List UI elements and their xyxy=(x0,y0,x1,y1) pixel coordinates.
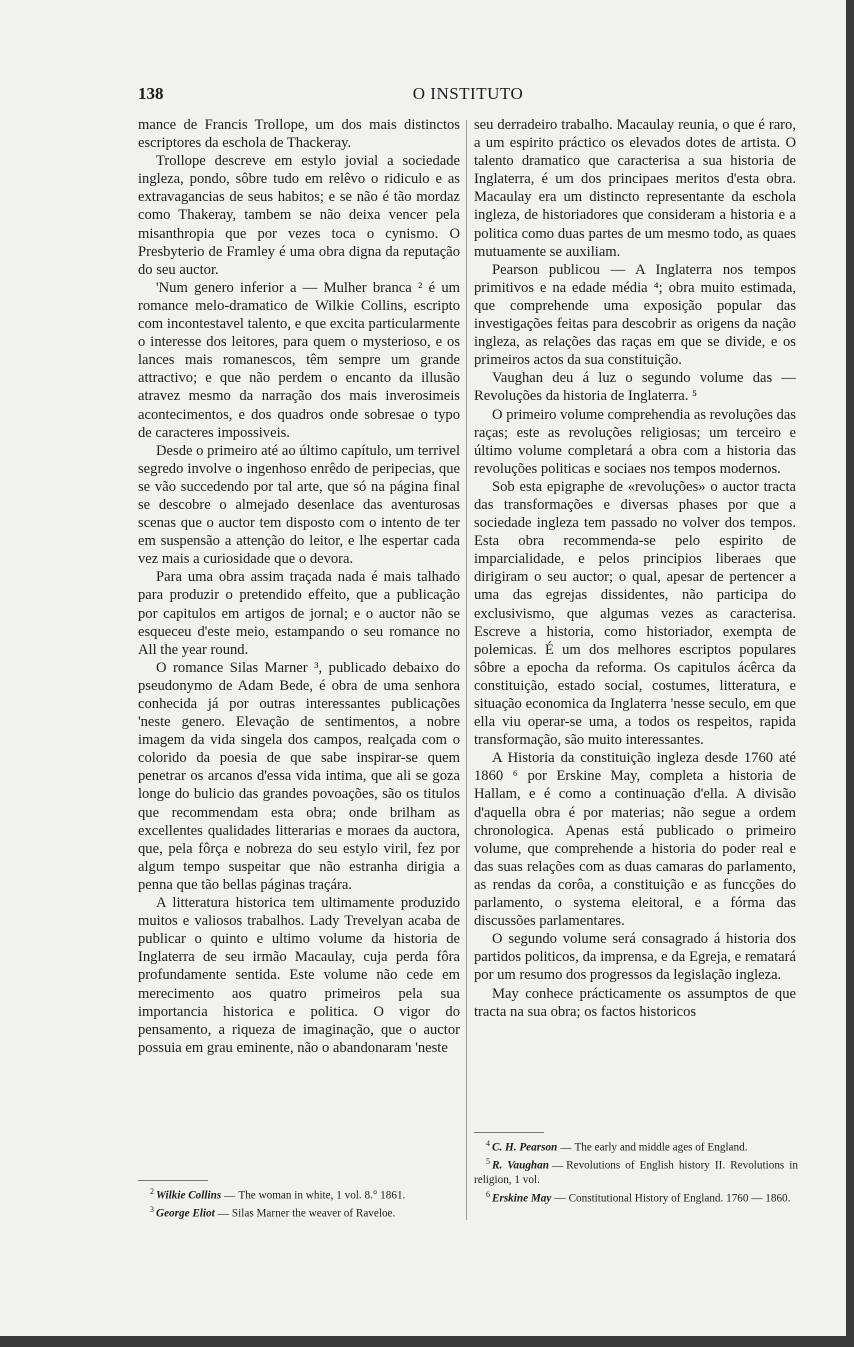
paragraph: 'Num genero inferior a — Mulher branca ² é um romance melo-dramatico de Wilkie Collins, escripto com incontestavel talento, e que excita particularmente o interesse dos leitores, para quem o mysterioso, e os lances mais romanescos, têm sempre um grande attractivo; e que não perdem o encanto da illusão atravez mesmo da narração dos mais inverosimeis acontecimentos, e dos quadros onde sobresae o typo de caracteres impossiveis. xyxy=(138,279,460,441)
footnote-mark: 3 xyxy=(150,1205,154,1215)
running-title: O INSTITUTO xyxy=(412,84,524,103)
footnotes-left xyxy=(138,1180,462,1221)
footnote: $^6$ Erskine May — Constitutional History of England. 1760 — 1860. xyxy=(486,1189,791,1205)
footnote-mark: 5 xyxy=(486,1157,490,1167)
paragraph: Para uma obra assim traçada nada é mais talhado para produzir o pretendido effeito, que a publicação por capitulos em artigos de jornal; e o auctor não se esqueceu d'este meio, estampando o seu romance no All the year round. xyxy=(138,569,460,658)
right-column xyxy=(474,116,796,1021)
paragraph: O segundo volume será consagrado á historia dos partidos politicos, da imprensa, e da Egreja, e rematará por um resumo dos progressos da legislação ingleza. xyxy=(474,931,796,984)
scan-edge-right xyxy=(846,0,854,1347)
footnote-author: George Eliot xyxy=(156,1207,215,1220)
paragraph: seu derradeiro trabalho. Macaulay reunia, o que é raro, a um espirito práctico os elevados dotes de artista. O talento dramatico que caracterisa a sua historia de Inglaterra, é um dos principaes meritos d'esta obra. Macaulay era um distincto representante da eschola ingleza, de historiadores que consideram a historia e a politica como duas partes de um mesmo todo, as quaes mutuamente se auxiliam. xyxy=(474,117,796,260)
column-divider xyxy=(466,120,467,1220)
footnote-mark: 2 xyxy=(150,1187,154,1196)
footnote-author: C. H. Pearson xyxy=(492,1141,558,1154)
footnote: $^3$ George Eliot — Silas Marner the weaver of Raveloe. xyxy=(150,1205,396,1220)
footnote-author: Wilkie Collins xyxy=(156,1189,222,1202)
paragraph: O romance Silas Marner ³, publicado debaixo do pseudonymo de Adam Bede, é obra de uma senhora conhecida já por outras interessantes publicações 'neste genero. Elevação de sentimentos, a nobre imagem da vida singela dos campos, realçada com o colorido da poesia de que sabe inspirar-se quem penetrar os arcanos d'essa vida intima, que ali se goza longe do bulicio das grandes povoações, são os titulos que recommendam esta obra; onde brilham as excellentes qualidades litterarias e moraes da auctora, que, pela fôrça e nobreza do seu estylo viril, fez por algum tempo suspeitar que não estranha dirigia a penna que tão bellas páginas traçára. xyxy=(138,659,460,893)
footnote-author: R. Vaughan xyxy=(492,1159,549,1172)
scan-edge-bottom xyxy=(0,1336,854,1347)
footnote-author: Erskine May xyxy=(492,1192,552,1205)
footnote: $^4$ C. H. Pearson — The early and middle ages of England. xyxy=(486,1139,748,1154)
footnote-rule xyxy=(474,1132,544,1133)
footnote-text: Silas Marner the weaver of Raveloe. xyxy=(231,1207,396,1220)
paragraph: A Historia da constituição ingleza desde 1760 até 1860 ⁶ por Erskine May, completa a historia de Hallam, e é como a continuação d'ella. A divisão d'aquella obra é por materias; não segue a ordem chronologica. Apenas está publicado o primeiro volume, que comprehende a historia do poder real e das suas relações com as duas camaras do parlamento, as rendas da corôa, a constituição e as funcções do parlamento, o systema eleitoral, e a fórma das discussões parlamentares. xyxy=(474,750,796,930)
footnote-mark: 6 xyxy=(486,1189,490,1199)
paragraph: O primeiro volume comprehendia as revoluções das raças; este as revoluções religiosas; um terceiro e último volume completará a obra com a historia das revoluções politicas e sociaes nos tempos modernos. xyxy=(474,406,796,477)
paragraph: Sob esta epigraphe de «revoluções» o auctor tracta das transformações e diversas phases por que a sociedade ingleza tem passado no volver dos tempos. Esta obra recommenda-se pelo espirito de imparcialidade, e pelos principios liberaes que dirigiram o seu auctor; o qual, apesar de pertencer a uma das egrejas dissidentes, não participa do exclusivismo, que algumas vezes as caracterisa. Escreve a historia, como historiador, exempta de polemicas. É um dos melhores escriptos populares sôbre a epocha da reforma. Os capitulos ácêrca da constituição, estado social, costumes, litteratura, e situação economica da Inglaterra 'nesse seculo, em que ella viu operar-se uma, a todos os respeitos, rapida transformação, são muito interessantes. xyxy=(474,478,796,749)
paragraph: Pearson publicou — A Inglaterra nos tempos primitivos e na edade média ⁴; obra muito estimada, que comprehende uma exposição popular das investigações feitas para descobrir as origens da nação ingleza, as relações das raças em que se divide, e os primeiros actos da sua constituição. xyxy=(474,261,796,369)
footnote-rule xyxy=(138,1180,208,1181)
footnote: $^2$ Wilkie Collins — The woman in white, 1 vol. 8.° 1861. xyxy=(150,1187,406,1202)
paragraph: mance de Francis Trollope, um dos mais distinctos escriptores da eschola de Thackeray. xyxy=(138,117,460,152)
page-number: 138 xyxy=(138,84,164,103)
footnote-text: The woman in white, 1 vol. 8.° 1861. xyxy=(238,1189,406,1202)
paragraph: Trollope descreve em estylo jovial a sociedade ingleza, pondo, sôbre tudo em relêvo o ridiculo e as extravagancias de seus habitos; e se não é tão mordaz como Thakeray, tambem se não deixa vencer pela misanthropia que por vezes toca o cynismo. O Presbyterio de Framley é uma obra digna da reputação do seu auctor. xyxy=(138,153,460,278)
footnote-mark: 4 xyxy=(486,1139,490,1148)
footnote: $^5$ R. Vaughan — Revolutions of English history II. Revolutions in religion, 1 vol. xyxy=(474,1157,798,1187)
footnotes-right xyxy=(474,1132,798,1206)
page-header xyxy=(138,84,798,110)
footnote-text: Constitutional History of England. 1760 — 1860. xyxy=(568,1192,791,1205)
footnote-text: The early and middle ages of England. xyxy=(574,1141,748,1154)
paragraph: Vaughan deu á luz o segundo volume das — Revoluções da historia de Inglaterra. ⁵ xyxy=(474,370,796,405)
footnote-text: Revolutions of English history II. Revolutions in religion, 1 vol. xyxy=(474,1159,798,1187)
paragraph: May conhece prácticamente os assumptos de que tracta na sua obra; os factos historicos xyxy=(474,985,796,1020)
left-column xyxy=(138,116,460,1057)
paragraph: Desde o primeiro até ao último capítulo, um terrivel segredo involve o ingenhoso enrêdo de peripecias, que se vão succedendo por tal arte, que só na página final se descobre o almejado desenlace das aventurosas scenas que o auctor tem disposto com o intento de ter em suspensão a attenção do leitor, e lhe espertar cada vez mais a curiosidade que o devora. xyxy=(138,442,460,568)
paragraph: A litteratura historica tem ultimamente produzido muitos e valiosos trabalhos. Lady Trevelyan acaba de publicar o quinto e ultimo volume da historia de Inglaterra de seu irmão Macaulay, cuja perda fôra profundamente sentida. Este volume não cede em merecimento aos quatro primeiros pela sua importancia historica e politica. O vigor do pensamento, a riqueza de imaginação, que o auctor possuia em grau eminente, não o abandonaram 'neste xyxy=(138,895,460,1056)
